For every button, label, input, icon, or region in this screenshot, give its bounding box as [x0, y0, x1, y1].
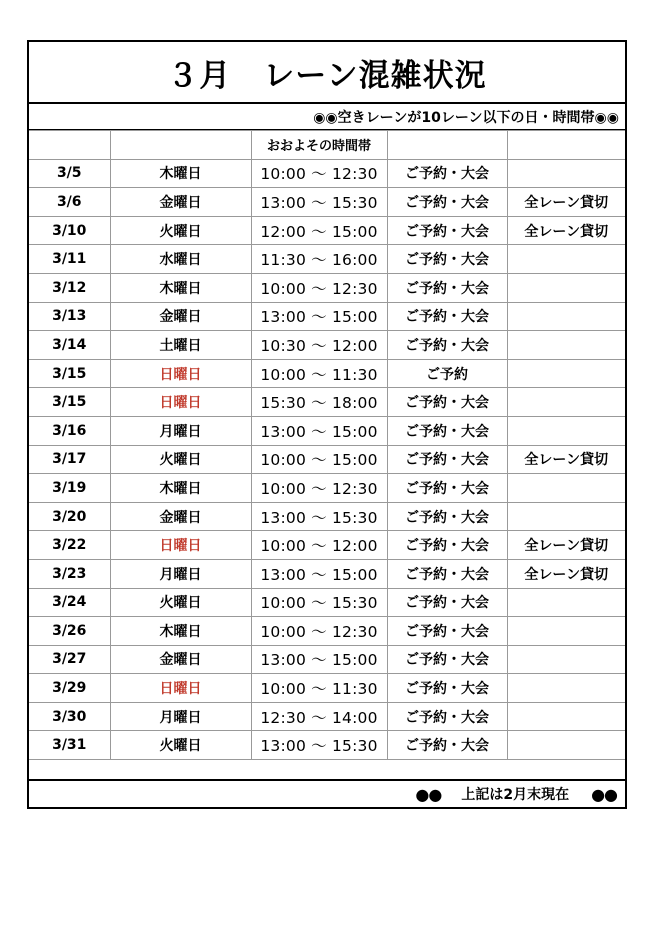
- cell-day: 日曜日: [110, 674, 251, 703]
- cell-day: 火曜日: [110, 216, 251, 245]
- cell-time: 13:00 〜 15:00: [251, 416, 387, 445]
- cell-day: 月曜日: [110, 702, 251, 731]
- cell-note: [507, 731, 625, 760]
- cell-day: 木曜日: [110, 617, 251, 646]
- cell-status: ご予約・大会: [387, 531, 507, 560]
- cell-time: 13:00 〜 15:30: [251, 502, 387, 531]
- cell-date: 3/30: [29, 702, 110, 731]
- cell-time: 10:00 〜 12:30: [251, 159, 387, 188]
- cell-time: 13:00 〜 15:00: [251, 645, 387, 674]
- footer-dots-left: ●●: [415, 784, 442, 804]
- cell-time: 15:30 〜 18:00: [251, 388, 387, 417]
- cell-time: 11:30 〜 16:00: [251, 245, 387, 274]
- cell-status: ご予約・大会: [387, 588, 507, 617]
- footer-note: 上記は2月末現在: [461, 787, 570, 803]
- header-cell-note: [507, 131, 625, 160]
- cell-time: 10:00 〜 12:00: [251, 531, 387, 560]
- cell-note: 全レーン貸切: [507, 216, 625, 245]
- cell-note: 全レーン貸切: [507, 559, 625, 588]
- table-row: [29, 645, 625, 674]
- cell-time: 12:00 〜 15:00: [251, 216, 387, 245]
- cell-note: [507, 474, 625, 503]
- cell-date: 3/5: [29, 159, 110, 188]
- cell-note: [507, 159, 625, 188]
- cell-note: [507, 359, 625, 388]
- table-row: [29, 617, 625, 646]
- cell-day: 火曜日: [110, 588, 251, 617]
- cell-time: 10:00 〜 11:30: [251, 359, 387, 388]
- cell-time: 13:00 〜 15:00: [251, 302, 387, 331]
- table-row: [29, 474, 625, 503]
- cell-note: [507, 245, 625, 274]
- header-cell-date: [29, 131, 110, 160]
- header-cell-status: [387, 131, 507, 160]
- table-row: [29, 731, 625, 760]
- cell-time: 10:00 〜 12:30: [251, 273, 387, 302]
- cell-date: 3/31: [29, 731, 110, 760]
- table-row: [29, 559, 625, 588]
- cell-note: 全レーン貸切: [507, 445, 625, 474]
- cell-date: 3/23: [29, 559, 110, 588]
- cell-status: ご予約・大会: [387, 188, 507, 217]
- schedule-table: [29, 130, 625, 760]
- cell-status: ご予約・大会: [387, 245, 507, 274]
- cell-day: 土曜日: [110, 331, 251, 360]
- table-row: [29, 388, 625, 417]
- cell-time: 13:00 〜 15:30: [251, 188, 387, 217]
- cell-time: 12:30 〜 14:00: [251, 702, 387, 731]
- header-cell-time: おおよその時間帯: [251, 131, 387, 160]
- cell-time: 13:00 〜 15:00: [251, 559, 387, 588]
- cell-date: 3/15: [29, 388, 110, 417]
- table-row: [29, 702, 625, 731]
- cell-day: 日曜日: [110, 359, 251, 388]
- cell-time: 13:00 〜 15:30: [251, 731, 387, 760]
- cell-date: 3/13: [29, 302, 110, 331]
- cell-date: 3/6: [29, 188, 110, 217]
- cell-date: 3/11: [29, 245, 110, 274]
- cell-date: 3/27: [29, 645, 110, 674]
- cell-date: 3/22: [29, 531, 110, 560]
- cell-status: ご予約・大会: [387, 702, 507, 731]
- cell-note: [507, 588, 625, 617]
- cell-note: [507, 617, 625, 646]
- table-row: [29, 273, 625, 302]
- cell-note: [507, 416, 625, 445]
- table-row: [29, 588, 625, 617]
- cell-status: ご予約・大会: [387, 331, 507, 360]
- cell-note: 全レーン貸切: [507, 531, 625, 560]
- table-row: [29, 216, 625, 245]
- table-row: [29, 331, 625, 360]
- cell-status: ご予約・大会: [387, 416, 507, 445]
- cell-note: [507, 273, 625, 302]
- cell-day: 金曜日: [110, 302, 251, 331]
- table-row: [29, 188, 625, 217]
- cell-status: ご予約・大会: [387, 559, 507, 588]
- cell-note: [507, 645, 625, 674]
- table-row: [29, 674, 625, 703]
- footer-dots-right: ●●: [591, 784, 617, 804]
- cell-date: 3/29: [29, 674, 110, 703]
- cell-status: ご予約・大会: [387, 474, 507, 503]
- cell-day: 木曜日: [110, 159, 251, 188]
- cell-day: 水曜日: [110, 245, 251, 274]
- cell-status: ご予約・大会: [387, 273, 507, 302]
- table-row: [29, 416, 625, 445]
- cell-day: 金曜日: [110, 645, 251, 674]
- footer-note-row: [29, 779, 625, 807]
- cell-time: 10:00 〜 12:30: [251, 617, 387, 646]
- cell-day: 月曜日: [110, 559, 251, 588]
- cell-date: 3/14: [29, 331, 110, 360]
- cell-time: 10:00 〜 15:00: [251, 445, 387, 474]
- cell-note: [507, 674, 625, 703]
- cell-time: 10:00 〜 11:30: [251, 674, 387, 703]
- cell-day: 火曜日: [110, 731, 251, 760]
- cell-status: ご予約・大会: [387, 302, 507, 331]
- cell-time: 10:00 〜 15:30: [251, 588, 387, 617]
- cell-day: 金曜日: [110, 188, 251, 217]
- subtitle: ◉◉空きレーンが10レーン以下の日・時間帯◉◉: [29, 102, 625, 130]
- cell-day: 月曜日: [110, 416, 251, 445]
- table-row: [29, 359, 625, 388]
- cell-status: ご予約・大会: [387, 674, 507, 703]
- table-row: [29, 531, 625, 560]
- cell-date: 3/15: [29, 359, 110, 388]
- page-title: ３月 レーン混雑状況: [167, 57, 487, 94]
- cell-date: 3/10: [29, 216, 110, 245]
- table-row: [29, 502, 625, 531]
- cell-date: 3/16: [29, 416, 110, 445]
- cell-time: 10:00 〜 12:30: [251, 474, 387, 503]
- cell-day: 木曜日: [110, 474, 251, 503]
- cell-time: 10:30 〜 12:00: [251, 331, 387, 360]
- cell-status: ご予約・大会: [387, 159, 507, 188]
- cell-date: 3/12: [29, 273, 110, 302]
- cell-note: [507, 502, 625, 531]
- table-row: [29, 445, 625, 474]
- cell-date: 3/19: [29, 474, 110, 503]
- table-row: [29, 159, 625, 188]
- cell-status: ご予約・大会: [387, 502, 507, 531]
- cell-day: 日曜日: [110, 388, 251, 417]
- schedule-sheet: [27, 40, 627, 809]
- cell-day: 日曜日: [110, 531, 251, 560]
- table-row: [29, 245, 625, 274]
- cell-date: 3/17: [29, 445, 110, 474]
- cell-note: [507, 331, 625, 360]
- cell-status: ご予約・大会: [387, 388, 507, 417]
- cell-note: [507, 302, 625, 331]
- cell-date: 3/26: [29, 617, 110, 646]
- table-header-row: [29, 131, 625, 160]
- cell-date: 3/20: [29, 502, 110, 531]
- cell-status: ご予約・大会: [387, 731, 507, 760]
- cell-note: [507, 702, 625, 731]
- cell-status: ご予約・大会: [387, 216, 507, 245]
- cell-note: [507, 388, 625, 417]
- header-cell-day: [110, 131, 251, 160]
- cell-status: ご予約・大会: [387, 645, 507, 674]
- cell-day: 金曜日: [110, 502, 251, 531]
- cell-status: ご予約・大会: [387, 617, 507, 646]
- cell-date: 3/24: [29, 588, 110, 617]
- cell-status: ご予約・大会: [387, 445, 507, 474]
- cell-note: 全レーン貸切: [507, 188, 625, 217]
- cell-day: 火曜日: [110, 445, 251, 474]
- cell-day: 木曜日: [110, 273, 251, 302]
- cell-status: ご予約: [387, 359, 507, 388]
- table-row: [29, 302, 625, 331]
